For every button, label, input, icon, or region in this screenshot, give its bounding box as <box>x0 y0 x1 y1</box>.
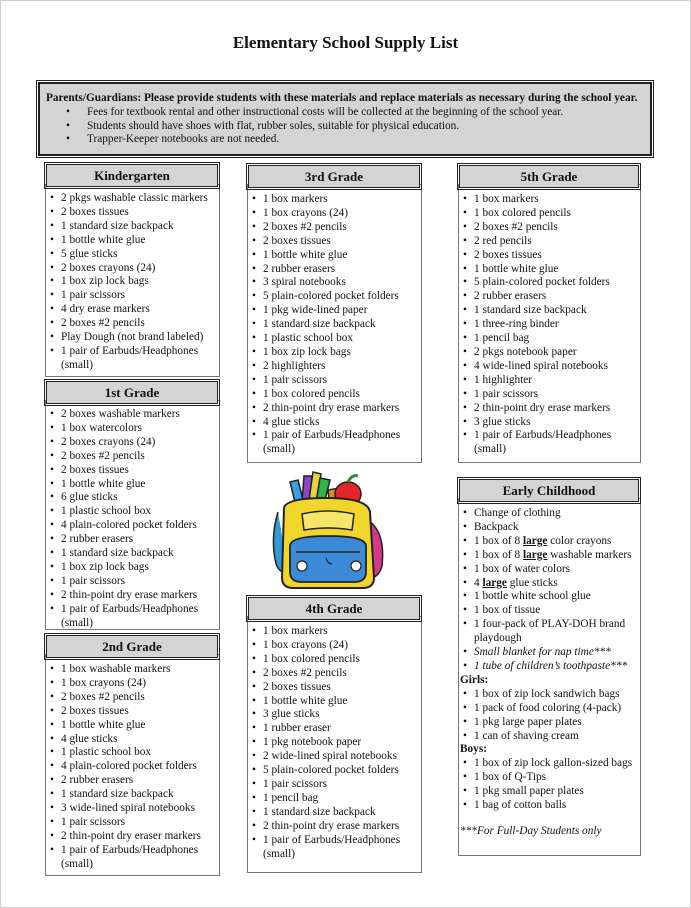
list-item: • 1 pair scissors <box>47 289 219 303</box>
list-item: • 1 box colored pencils <box>249 653 421 667</box>
list-item: • 1 pair scissors <box>249 374 421 388</box>
list-item: • 1 highlighter <box>460 374 640 388</box>
list-item: • 1 pack of food coloring (4-pack) <box>460 702 640 716</box>
kindergarten-header: Kindergarten <box>46 164 218 187</box>
list-item: • 1 pkg notebook paper <box>249 736 421 750</box>
list-item: • 1 box colored pencils <box>460 207 640 221</box>
list-item: • 1 tube of children’s toothpaste*** <box>460 660 640 674</box>
full-day-note: ***For Full-Day Students only <box>460 824 602 837</box>
list-item: • 1 box of zip lock gallon-sized bags <box>460 757 640 771</box>
list-item: • 1 rubber eraser <box>249 722 421 736</box>
list-item: • 2 pkgs washable classic markers <box>47 192 219 206</box>
list-item: • 1 pair of Earbuds/Headphones (small) <box>47 844 211 872</box>
list-item: • 1 plastic school box <box>249 332 421 346</box>
list-item: • 1 bottle white glue <box>460 263 640 277</box>
list-item: • 2 boxes tissues <box>460 249 640 263</box>
list-item: • 2 thin-point dry erase markers <box>460 402 640 416</box>
list-item: • 2 boxes #2 pencils <box>249 667 421 681</box>
girls-label: Girls: <box>460 673 489 686</box>
list-item: • 1 four-pack of PLAY-DOH brand playdough <box>460 618 634 646</box>
list-item: • 1 box of zip lock sandwich bags <box>460 688 640 702</box>
list-item: • 1 box washable markers <box>47 663 219 677</box>
list-item: • 1 bottle white glue <box>47 478 219 492</box>
list-item <box>460 549 640 563</box>
list-item: • 2 boxes washable markers <box>47 408 219 422</box>
list-item: • 1 box of tissue <box>460 604 640 618</box>
grade4-list <box>249 625 421 861</box>
list-item: • 1 box zip lock bags <box>47 561 219 575</box>
kindergarten-list <box>47 192 219 373</box>
emphasis-large: large <box>522 548 548 561</box>
list-item: • 2 boxes #2 pencils <box>47 691 219 705</box>
grade1-list <box>47 408 219 631</box>
grade2-header: 2nd Grade <box>46 635 218 658</box>
list-item: • 1 three-ring binder <box>460 318 640 332</box>
list-item: • 5 glue sticks <box>47 248 219 262</box>
grade5-list <box>460 193 640 457</box>
list-item: • 4 plain-colored pocket folders <box>47 519 219 533</box>
list-item: • 1 bottle white glue <box>249 695 421 709</box>
list-item: • 1 standard size backpack <box>47 788 219 802</box>
list-item: • 2 thin-point dry eraser markers <box>47 830 219 844</box>
list-item: • 2 boxes tissues <box>47 464 219 478</box>
list-item: • 1 pair scissors <box>47 575 219 589</box>
list-item: • 4 wide-lined spiral notebooks <box>460 360 640 374</box>
emphasis-large: large <box>522 534 548 547</box>
list-item: • 1 box zip lock bags <box>47 275 219 289</box>
list-item: • 1 box zip lock bags <box>249 346 421 360</box>
list-item: • 1 box colored pencils <box>249 388 421 402</box>
list-item: • 1 box crayons (24) <box>47 677 219 691</box>
notice-box <box>38 82 652 156</box>
list-item: • 1 plastic school box <box>47 746 219 760</box>
list-item: • 1 can of shaving cream <box>460 730 640 744</box>
list-item: • 1 bottle white glue <box>47 719 219 733</box>
list-item: • 1 box of water colors <box>460 563 640 577</box>
list-item: • 1 box markers <box>460 193 640 207</box>
notice-bullet: • Students should have shoes with flat, rubber soles, suitable for physical education. <box>40 120 563 134</box>
early-childhood-header: Early Childhood <box>459 479 639 502</box>
notice-bullet: • Fees for textbook rental and other instructional costs will be collected at the beginning of the school year. <box>40 106 563 120</box>
list-item: • 2 rubber erasers <box>249 263 421 277</box>
list-item: • 1 box crayons (24) <box>249 639 421 653</box>
list-item: • 2 thin-point dry erase markers <box>249 820 421 834</box>
list-item: • 1 standard size backpack <box>47 547 219 561</box>
list-item: • 4 plain-colored pocket folders <box>47 760 219 774</box>
list-item: • 2 wide-lined spiral notebooks <box>249 750 421 764</box>
list-item: • 2 boxes #2 pencils <box>460 221 640 235</box>
list-item: • Change of clothing <box>460 507 640 521</box>
list-item: • 2 rubber erasers <box>47 533 219 547</box>
list-item: • 1 pair scissors <box>460 388 640 402</box>
list-item: • Backpack <box>460 521 640 535</box>
emphasis-large: large <box>482 576 507 589</box>
list-item: • 2 boxes tissues <box>47 206 219 220</box>
list-item: • 2 boxes tissues <box>249 235 421 249</box>
list-item: • 1 pkg large paper plates <box>460 716 640 730</box>
list-item: • 5 plain-colored pocket folders <box>249 764 421 778</box>
list-item: • 1 pair scissors <box>47 816 219 830</box>
list-item: • 1 plastic school box <box>47 505 219 519</box>
list-item: • 1 standard size backpack <box>249 318 421 332</box>
list-item: • 1 bottle white glue <box>249 249 421 263</box>
list-item: • 1 bottle white glue <box>47 234 219 248</box>
list-item: • 3 wide-lined spiral notebooks <box>47 802 219 816</box>
list-item: • 1 standard size backpack <box>460 304 640 318</box>
list-item: • 5 plain-colored pocket folders <box>249 290 421 304</box>
item-text: 1 box of 8 <box>474 534 521 547</box>
list-item: • 1 pair of Earbuds/Headphones (small) <box>249 834 413 862</box>
list-item: • 4 glue sticks <box>249 416 421 430</box>
list-item: • 2 boxes crayons (24) <box>47 262 219 276</box>
list-item: • 2 highlighters <box>249 360 421 374</box>
list-item: • 2 boxes #2 pencils <box>47 317 219 331</box>
list-item: • 1 pair scissors <box>249 778 421 792</box>
list-item: • 1 pair of Earbuds/Headphones (small) <box>249 429 413 457</box>
list-item: • 2 thin-point dry erase markers <box>249 402 421 416</box>
item-text: 4 <box>474 576 480 589</box>
list-item: • 3 glue sticks <box>460 416 640 430</box>
list-item: • 6 glue sticks <box>47 491 219 505</box>
early-childhood-list <box>460 507 640 839</box>
list-item: • 2 rubber erasers <box>460 290 640 304</box>
list-item: • Play Dough (not brand labeled) <box>47 331 219 345</box>
list-item: • 1 box crayons (24) <box>249 207 421 221</box>
list-item: • 1 bag of cotton balls <box>460 799 640 813</box>
grade1-header: 1st Grade <box>46 381 218 404</box>
notice-list <box>40 106 563 147</box>
list-item: • 2 pkgs notebook paper <box>460 346 640 360</box>
list-item: • 2 thin-point dry erase markers <box>47 589 219 603</box>
page-title: Elementary School Supply List <box>232 33 459 52</box>
list-item: • 1 standard size backpack <box>249 806 421 820</box>
list-item <box>460 535 640 549</box>
list-item: • 2 rubber erasers <box>47 774 219 788</box>
list-item: • 4 dry erase markers <box>47 303 219 317</box>
list-item: • 1 bottle white school glue <box>460 590 640 604</box>
grade4-header: 4th Grade <box>248 597 420 620</box>
list-item: • 4 glue sticks <box>47 733 219 747</box>
list-item: • 2 boxes #2 pencils <box>47 450 219 464</box>
list-item: • 1 pencil bag <box>249 792 421 806</box>
list-item: • 5 plain-colored pocket folders <box>460 276 640 290</box>
notice-heading: Parents/Guardians: Please provide students with these materials and replace materials as necessary during the school year. <box>46 92 638 104</box>
list-item: • 1 box of Q-Tips <box>460 771 640 785</box>
item-text: glue sticks <box>509 576 558 589</box>
list-item: • 2 red pencils <box>460 235 640 249</box>
list-item: • 2 boxes #2 pencils <box>249 221 421 235</box>
notice-bullet: • Trapper-Keeper notebooks are not needed. <box>40 133 563 147</box>
list-item: • 1 pair of Earbuds/Headphones (small) <box>47 603 211 631</box>
list-item: • 2 boxes tissues <box>47 705 219 719</box>
list-item: • 1 box watercolors <box>47 422 219 436</box>
grade2-list <box>47 663 219 872</box>
list-item: • 2 boxes crayons (24) <box>47 436 219 450</box>
backpack-clipart <box>266 468 398 592</box>
list-item: • 1 pencil bag <box>460 332 640 346</box>
grade3-header: 3rd Grade <box>248 165 420 188</box>
list-item: • 1 pkg small paper plates <box>460 785 640 799</box>
list-item: • 1 pair of Earbuds/Headphones (small) <box>47 345 211 373</box>
grade3-list <box>249 193 421 457</box>
list-item: • 1 pair of Earbuds/Headphones (small) <box>460 429 629 457</box>
list-item <box>460 577 640 591</box>
list-item: • 1 pkg wide-lined paper <box>249 304 421 318</box>
list-item: • Small blanket for nap time*** <box>460 646 640 660</box>
item-text: color crayons <box>550 534 612 547</box>
list-item: • 1 standard size backpack <box>47 220 219 234</box>
item-text: washable markers <box>550 548 632 561</box>
list-item: • 3 spiral notebooks <box>249 276 421 290</box>
list-item: • 3 glue sticks <box>249 708 421 722</box>
item-text: 1 box of 8 <box>474 548 521 561</box>
list-item: • 1 box markers <box>249 625 421 639</box>
boys-label: Boys: <box>460 743 487 756</box>
list-item: • 1 box markers <box>249 193 421 207</box>
list-item: • 2 boxes tissues <box>249 681 421 695</box>
grade5-header: 5th Grade <box>459 165 639 188</box>
